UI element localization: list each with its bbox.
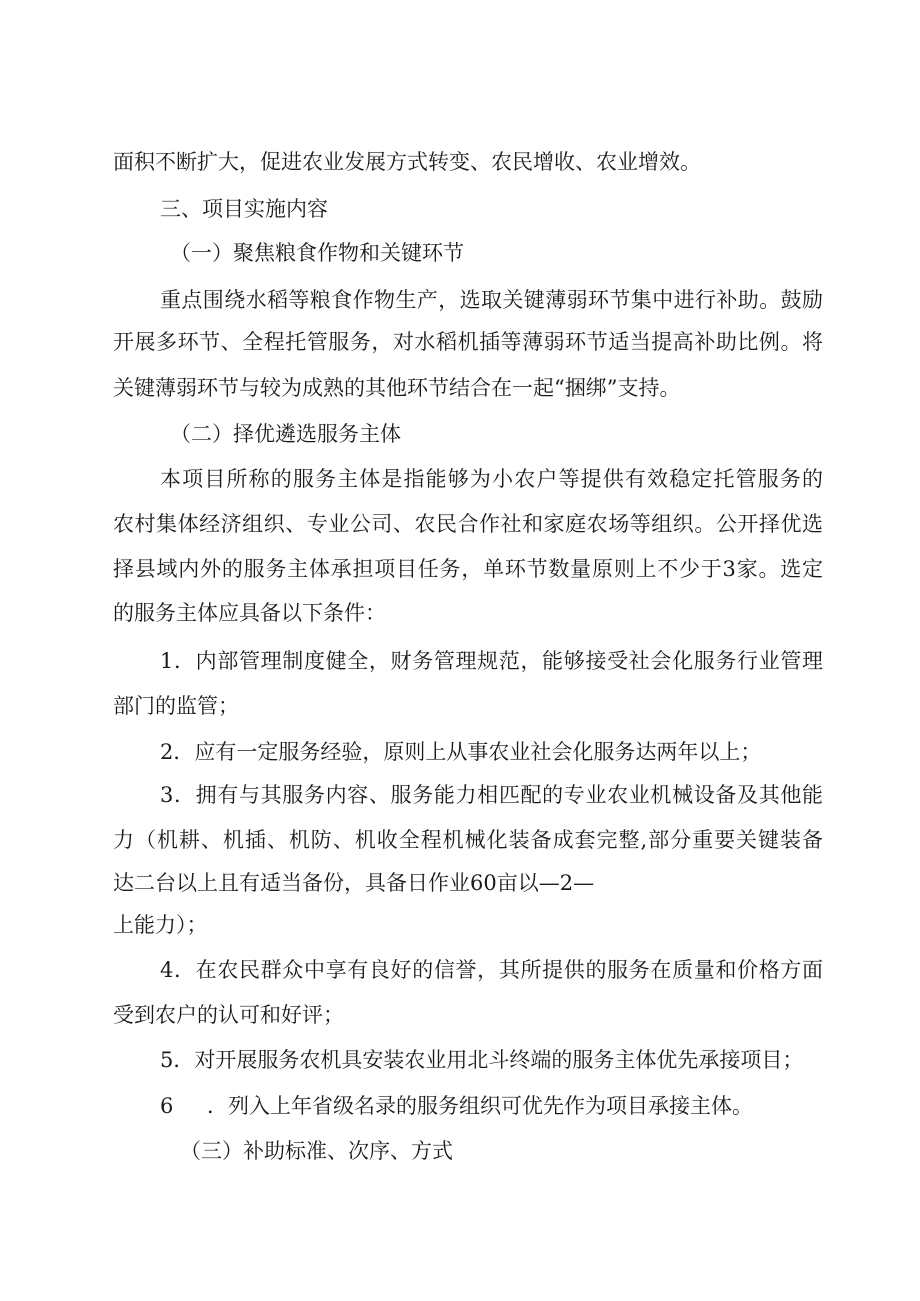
section-heading: 三、项目实施内容 xyxy=(160,197,328,221)
subsection-heading: （一）聚焦粮食作物和关键环节 xyxy=(170,241,464,265)
subsection-heading: （二）择优遴选服务主体 xyxy=(170,422,401,446)
text-line: 关键薄弱环节与较为成熟的其他环节结合在一起“捆绑”支持。 xyxy=(113,376,681,400)
text-line: 受到农户的认可和好评； xyxy=(113,1003,344,1027)
text-line: 达二台以上且有适当备份，具备日作业60亩以—2— xyxy=(113,871,595,895)
text-line: 择县域内外的服务主体承担项目任务，单环节数量原则上不少于3家。选定 xyxy=(113,557,823,581)
list-item: ．列入上年省级名录的服务组织可优先作为项目承接主体。 xyxy=(207,1094,753,1118)
text-line: 的服务主体应具备以下条件： xyxy=(113,601,386,625)
text-line: 上能力）； xyxy=(113,913,208,937)
subsection-heading: （三）补助标准、次序、方式 xyxy=(180,1139,453,1163)
list-item: 4．在农民群众中享有良好的信誉，其所提供的服务在质量和价格方面 xyxy=(160,958,823,982)
list-item: 2．应有一定服务经验，原则上从事农业社会化服务达两年以上； xyxy=(160,740,762,764)
list-item: 3．拥有与其服务内容、服务能力相匹配的专业农业机械设备及其他能 xyxy=(160,783,823,807)
list-item: 5．对开展服务农机具安装农业用北斗终端的服务主体优先承接项目； xyxy=(160,1048,804,1072)
list-item: 1．内部管理制度健全，财务管理规范，能够接受社会化服务行业管理 xyxy=(160,649,823,673)
list-item-number: 6 xyxy=(160,1094,174,1118)
text-line: 本项目所称的服务主体是指能够为小农户等提供有效稳定托管服务的 xyxy=(160,467,823,491)
text-line: 力（机耕、机插、机防、机收全程机械化装备成套完整,部分重要关键装备 xyxy=(113,828,823,852)
text-line: 部门的监管； xyxy=(113,694,239,718)
text-line: 农村集体经济组织、专业公司、农民合作社和家庭农场等组织。公开择优选 xyxy=(113,512,823,536)
text-line: 重点围绕水稻等粮食作物生产，选取关键薄弱环节集中进行补助。鼓励 xyxy=(160,288,823,312)
text-line: 面积不断扩大，促进农业发展方式转变、农民增收、农业增效。 xyxy=(113,150,701,174)
text-line: 开展多环节、全程托管服务，对水稻机插等薄弱环节适当提高补助比例。将 xyxy=(113,330,823,354)
